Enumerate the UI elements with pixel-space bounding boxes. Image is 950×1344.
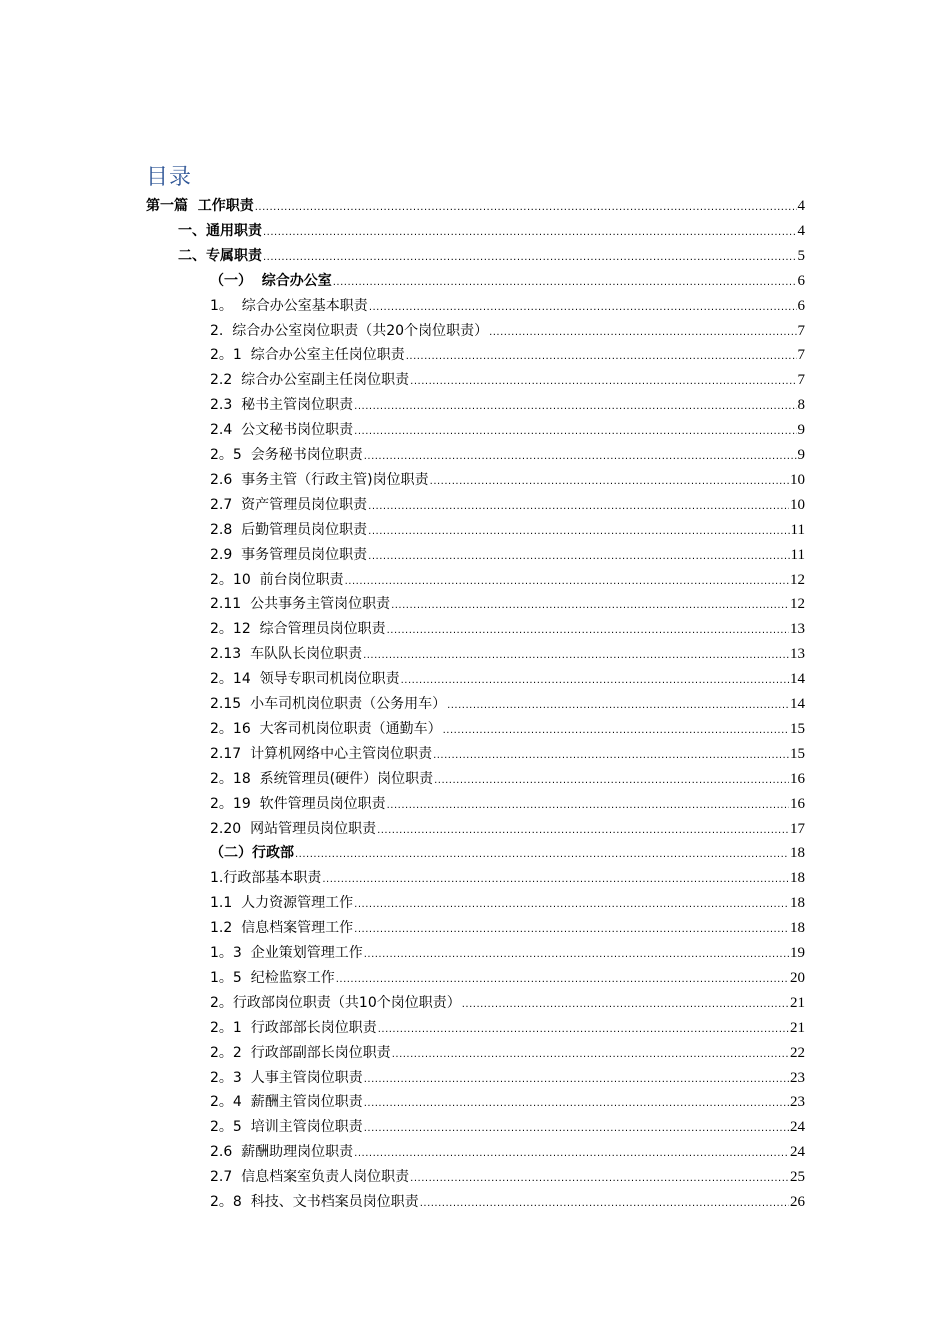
toc-entry-page-number: 24 xyxy=(790,1144,805,1161)
dot-leader xyxy=(363,649,789,663)
toc-entry[interactable] xyxy=(210,542,805,564)
toc-entry-label: 2。4 薪酬主管岗位职责 xyxy=(210,1094,363,1111)
toc-entry[interactable] xyxy=(210,367,805,389)
toc-entry[interactable] xyxy=(210,840,805,862)
toc-entry[interactable] xyxy=(210,268,805,290)
toc-entry[interactable] xyxy=(210,940,805,962)
toc-entry[interactable] xyxy=(210,716,805,738)
toc-entry[interactable] xyxy=(210,865,805,887)
toc-entry-page-number: 9 xyxy=(797,447,805,463)
toc-entry[interactable] xyxy=(146,193,805,215)
dot-leader xyxy=(263,226,797,240)
toc-entry-label: （二）行政部 xyxy=(210,845,294,862)
toc-entry-label: 2。2 行政部副部长岗位职责 xyxy=(210,1044,391,1061)
toc-entry[interactable] xyxy=(210,591,805,613)
toc-entry-page-number: 6 xyxy=(797,272,805,289)
dot-leader xyxy=(364,450,797,464)
toc-entry-label: 2。8 科技、文书档案员岗位职责 xyxy=(210,1194,419,1210)
dot-leader xyxy=(447,699,789,713)
dot-leader xyxy=(410,375,796,389)
toc-entry-page-number: 15 xyxy=(790,720,805,737)
dot-leader xyxy=(354,425,796,439)
toc-entry[interactable] xyxy=(210,567,805,589)
toc-entry-label: 一、通用职责 xyxy=(178,222,262,239)
dot-leader xyxy=(387,799,789,813)
toc-entry[interactable] xyxy=(210,417,805,439)
dot-leader xyxy=(401,674,789,688)
toc-entry-label: 1.1 人力资源管理工作 xyxy=(210,895,354,912)
toc-entry-label: 2. 综合办公室岗位职责（共20个岗位职责） xyxy=(210,322,489,339)
toc-entry-page-number: 16 xyxy=(790,795,805,812)
toc-entry-label: 2.9 事务管理员岗位职责 xyxy=(210,546,368,563)
toc-entry-label: 二、专属职责 xyxy=(178,247,262,264)
toc-entry[interactable] xyxy=(210,1114,805,1136)
toc-entry-page-number: 18 xyxy=(790,870,805,887)
toc-entry-page-number: 18 xyxy=(790,845,805,862)
toc-entry-page-number: 11 xyxy=(790,546,805,563)
toc-entry-page-number: 14 xyxy=(790,671,805,688)
toc-entry-page-number: 7 xyxy=(797,347,805,364)
dot-leader xyxy=(462,998,789,1012)
toc-entry-page-number: 10 xyxy=(790,496,805,513)
toc-entry[interactable] xyxy=(210,342,805,364)
toc-entry-page-number: 21 xyxy=(790,1019,805,1036)
toc-entry-label: 2.13 车队队长岗位职责 xyxy=(210,646,363,663)
toc-entry[interactable] xyxy=(178,218,805,240)
toc-entry-label: 2。1 行政部部长岗位职责 xyxy=(210,1019,377,1036)
toc-entry[interactable] xyxy=(210,1189,805,1211)
toc-entry[interactable] xyxy=(210,741,805,763)
dot-leader xyxy=(369,301,797,315)
toc-entry[interactable] xyxy=(210,467,805,489)
toc-entry[interactable] xyxy=(210,293,805,315)
toc-entry-label: 2.6 薪酬助理岗位职责 xyxy=(210,1144,354,1161)
toc-entry-label: 2。19 软件管理员岗位职责 xyxy=(210,795,386,812)
dot-leader xyxy=(364,1073,789,1087)
dot-leader xyxy=(333,276,797,290)
toc-entry-page-number: 8 xyxy=(797,397,805,414)
dot-leader xyxy=(368,500,789,514)
toc-entry[interactable] xyxy=(210,890,805,912)
toc-entry-page-number: 23 xyxy=(790,1094,805,1111)
toc-entry-label: 2.11 公共事务主管岗位职责 xyxy=(210,596,391,613)
toc-entry[interactable] xyxy=(210,1139,805,1161)
toc-entry-page-number: 12 xyxy=(790,596,805,613)
toc-entry[interactable] xyxy=(178,243,805,265)
toc-entry[interactable] xyxy=(210,1040,805,1062)
toc-entry-page-number: 20 xyxy=(790,969,805,986)
toc-entry-label: （一） 综合办公室 xyxy=(210,272,332,289)
toc-entry[interactable] xyxy=(210,1164,805,1186)
dot-leader xyxy=(489,326,796,340)
toc-entry-label: 2。14 领导专职司机岗位职责 xyxy=(210,671,400,688)
toc-entry[interactable] xyxy=(210,641,805,663)
toc-entry[interactable] xyxy=(210,1015,805,1037)
toc-entry-label: 1。 综合办公室基本职责 xyxy=(210,297,368,314)
dot-leader xyxy=(295,848,789,862)
toc-entry-page-number: 26 xyxy=(790,1194,805,1210)
toc-entry[interactable] xyxy=(210,915,805,937)
toc-entry-label: 2.8 后勤管理员岗位职责 xyxy=(210,521,368,538)
toc-entry-page-number: 12 xyxy=(790,571,805,588)
dot-leader xyxy=(354,400,796,414)
toc-entry-label: 2.7 资产管理员岗位职责 xyxy=(210,496,368,513)
toc-entry-page-number: 21 xyxy=(790,994,805,1011)
dot-leader xyxy=(392,1048,789,1062)
toc-entry-label: 2.2 综合办公室副主任岗位职责 xyxy=(210,372,410,389)
toc-entry-page-number: 6 xyxy=(797,297,805,314)
toc-entry[interactable] xyxy=(210,691,805,713)
toc-entry-page-number: 11 xyxy=(790,521,805,538)
dot-leader xyxy=(406,350,797,364)
toc-entry-label: 1。3 企业策划管理工作 xyxy=(210,945,363,961)
toc-entry-page-number: 7 xyxy=(797,372,805,389)
dot-leader xyxy=(354,1147,789,1161)
toc-entry[interactable] xyxy=(210,766,805,788)
toc-entry-label: 1。5 纪检监察工作 xyxy=(210,969,335,986)
dot-leader xyxy=(322,873,789,887)
toc-entry-label: 2。1 综合办公室主任岗位职责 xyxy=(210,347,405,364)
dot-leader xyxy=(364,1122,789,1136)
toc-entry-page-number: 18 xyxy=(790,920,805,937)
toc-entry-label: 1.行政部基本职责 xyxy=(210,870,322,887)
toc-entry[interactable] xyxy=(210,392,805,414)
toc-entry[interactable] xyxy=(210,965,805,987)
dot-leader xyxy=(387,624,789,638)
dot-leader xyxy=(368,525,789,539)
toc-entry-page-number: 10 xyxy=(790,471,805,488)
dot-leader xyxy=(364,948,789,962)
dot-leader xyxy=(420,1197,789,1211)
toc-entry[interactable] xyxy=(210,990,805,1012)
toc-entry-label: 2.20 网站管理员岗位职责 xyxy=(210,820,377,837)
toc-entry-page-number: 18 xyxy=(790,895,805,912)
toc-entry-label: 2.17 计算机网络中心主管岗位职责 xyxy=(210,745,433,762)
toc-entry-label: 2。行政部岗位职责（共10个岗位职责） xyxy=(210,994,461,1011)
toc-entry[interactable] xyxy=(210,791,805,813)
toc-title: 目录 xyxy=(146,165,193,190)
toc-entry[interactable] xyxy=(210,1065,805,1087)
dot-leader xyxy=(336,973,789,987)
toc-entry-page-number: 17 xyxy=(790,820,805,837)
toc-entry-page-number: 5 xyxy=(797,247,805,264)
dot-leader xyxy=(354,923,789,937)
toc-entry-label: 2。16 大客司机岗位职责（通勤车） xyxy=(210,720,442,737)
toc-entry-page-number: 25 xyxy=(790,1169,805,1186)
dot-leader xyxy=(364,1097,789,1111)
toc-entry-label: 第一篇 工作职责 xyxy=(146,198,254,214)
dot-leader xyxy=(443,724,789,738)
dot-leader xyxy=(255,201,797,215)
toc-entry-page-number: 9 xyxy=(797,422,805,439)
toc-entry-page-number: 23 xyxy=(790,1069,805,1086)
toc-entry[interactable] xyxy=(210,1089,805,1111)
toc-entry-label: 1.2 信息档案管理工作 xyxy=(210,920,354,937)
toc-entry-page-number: 7 xyxy=(797,322,805,339)
dot-leader xyxy=(434,774,789,788)
toc-entry-page-number: 14 xyxy=(790,696,805,712)
toc-entry[interactable] xyxy=(210,816,805,838)
dot-leader xyxy=(345,575,789,589)
toc-entry-label: 2.7 信息档案室负责人岗位职责 xyxy=(210,1169,410,1186)
toc-entry-label: 2.6 事务主管（行政主管)岗位职责 xyxy=(210,471,429,488)
toc-entry-label: 2。3 人事主管岗位职责 xyxy=(210,1069,363,1086)
dot-leader xyxy=(354,898,789,912)
dot-leader xyxy=(433,749,789,763)
toc-entry-page-number: 19 xyxy=(790,945,805,961)
dot-leader xyxy=(391,599,789,613)
toc-entry-page-number: 16 xyxy=(790,770,805,787)
toc-entry-page-number: 24 xyxy=(790,1119,805,1136)
toc-entry[interactable] xyxy=(210,492,805,514)
toc-entry-label: 2。5 培训主管岗位职责 xyxy=(210,1119,363,1136)
toc-entry-page-number: 13 xyxy=(790,646,805,663)
toc-entry-label: 2.3 秘书主管岗位职责 xyxy=(210,397,354,414)
dot-leader xyxy=(377,824,789,838)
toc-entry[interactable] xyxy=(210,318,805,340)
dot-leader xyxy=(378,1023,789,1037)
toc-entry-label: 2。5 会务秘书岗位职责 xyxy=(210,447,363,463)
dot-leader xyxy=(430,475,789,489)
toc-entry-label: 2.4 公文秘书岗位职责 xyxy=(210,422,354,439)
toc-entry-label: 2。18 系统管理员(硬件）岗位职责 xyxy=(210,770,434,787)
toc-entry[interactable] xyxy=(210,616,805,638)
toc-entry[interactable] xyxy=(210,666,805,688)
toc-entry-page-number: 15 xyxy=(790,745,805,762)
toc-entry[interactable] xyxy=(210,442,805,464)
toc-entry-label: 2。10 前台岗位职责 xyxy=(210,571,344,588)
toc-entry-page-number: 4 xyxy=(797,198,805,214)
dot-leader xyxy=(410,1172,789,1186)
toc-entry-page-number: 4 xyxy=(797,222,805,239)
toc-entry[interactable] xyxy=(210,517,805,539)
dot-leader xyxy=(263,251,797,265)
toc-entry-page-number: 13 xyxy=(790,621,805,638)
toc-entry-page-number: 22 xyxy=(790,1044,805,1061)
dot-leader xyxy=(368,550,789,564)
toc-entry-label: 2。12 综合管理员岗位职责 xyxy=(210,621,386,638)
toc-entry-label: 2.15 小车司机岗位职责（公务用车） xyxy=(210,696,447,712)
